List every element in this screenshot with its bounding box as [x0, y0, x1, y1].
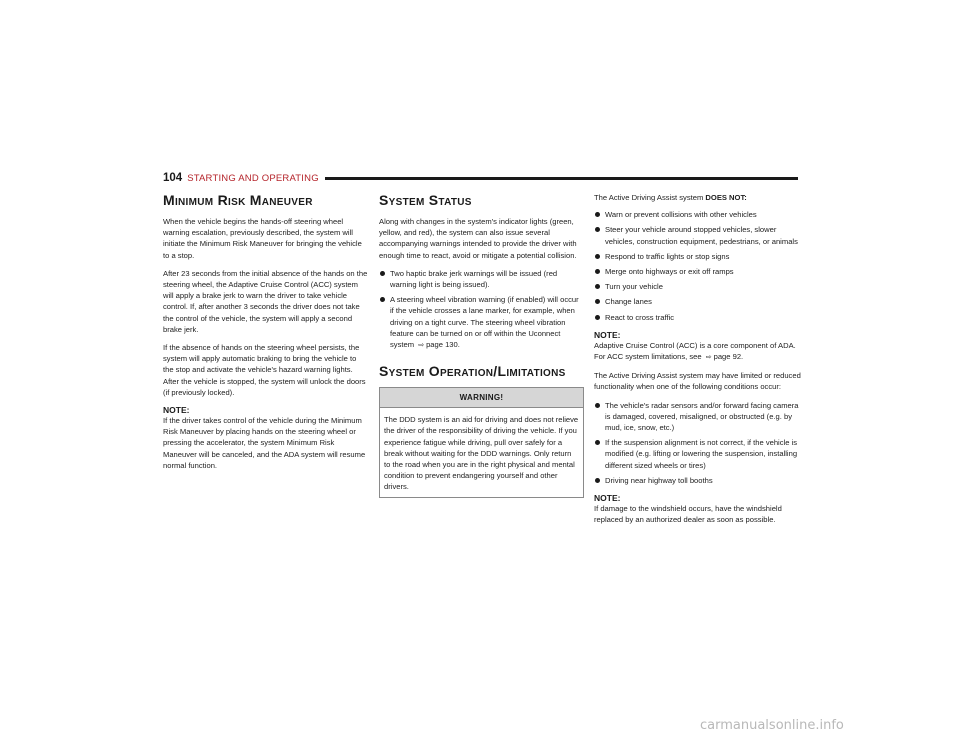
does-not-bullet-list: [594, 209, 802, 323]
note-label: NOTE:: [594, 329, 621, 340]
bullet-icon: [595, 227, 600, 232]
header-rule: [325, 177, 798, 180]
list-item: A steering wheel vibration warning (if enabled) will occur if the vehicle crosses a lane marker, for example, when driving on a tight curve. The steering wheel vibration feature can be turned on or off within the Uconnect system ⇨ page 130.: [379, 294, 584, 351]
list-item: Two haptic brake jerk warnings will be issued (red warning light is being issued).: [379, 268, 584, 290]
list-item: Steer your vehicle around stopped vehicles, slower vehicles, construction equipment, pedestrians, or animals: [594, 224, 802, 246]
page-ref-arrow-icon: ⇨: [705, 354, 712, 362]
paragraph: If the absence of hands on the steering wheel persists, the system will apply automatic braking to bring the vehicle to the stop and activate the vehicle's hazard warning lights. After the vehicle is stopped, the system will unlock the doors (if previously locked).: [163, 343, 366, 397]
list-item: Warn or prevent collisions with other vehicles: [594, 209, 802, 220]
warning-box: [379, 387, 584, 497]
heading-system-operation-limitations: System Operation/Limitations: [379, 363, 566, 380]
bullet-icon: [595, 269, 600, 274]
page-number: 104: [163, 172, 183, 184]
note-label: NOTE:: [594, 493, 621, 504]
list-item: The vehicle's radar sensors and/or forward facing camera is damaged, covered, misaligned, or obstructed (e.g. by mud, ice, snow, etc.): [594, 400, 802, 434]
status-bullet-list: [379, 268, 584, 351]
column-2: [379, 192, 584, 498]
page-ref-link[interactable]: page 130.: [426, 340, 460, 350]
bullet-icon: [595, 403, 600, 408]
list-item: Respond to traffic lights or stop signs: [594, 251, 802, 262]
bullet-icon: [595, 284, 600, 289]
bullet-icon: [595, 212, 600, 217]
warning-title: WARNING!: [380, 388, 583, 408]
bullet-icon: [595, 315, 600, 320]
page-header: [163, 170, 798, 186]
warning-text: The DDD system is an aid for driving and does not relieve the driver of the responsibility of driving the vehicle. If you experience fatigue while driving, pull over safely for a break without waiting for the DDD warnings. Only return to the road when you are in the right physical and mental condition to prevent endangering yourself and other drivers.: [384, 415, 579, 492]
section-title: STARTING AND OPERATING: [187, 172, 319, 184]
list-item: Change lanes: [594, 296, 802, 307]
page-ref-arrow-icon: ⇨: [418, 342, 425, 350]
list-item: If the suspension alignment is not correct, if the vehicle is modified (e.g. lifting or lowering the suspension, installing different sized wheels or tires): [594, 437, 802, 471]
bullet-icon: [595, 478, 600, 483]
paragraph: After 23 seconds from the initial absence of the hands on the steering wheel, the Adaptive Cruise Control (ACC) system will apply a brake jerk to warn the driver to take vehicle control. If, after another 3 seconds the driver does not take the control of the vehicle, the system will apply a second brake jerk.: [163, 268, 368, 334]
paragraph: The Active Driving Assist system may have limited or reduced functionality when one of the following conditions occur:: [594, 371, 801, 392]
list-item: React to cross traffic: [594, 312, 802, 323]
column-1: [163, 192, 368, 478]
note-text: Adaptive Cruise Control (ACC) is a core component of ADA. For ACC system limitations, see ⇨ page 92.: [594, 340, 796, 362]
list-item: Driving near highway toll booths: [594, 475, 802, 486]
paragraph: Along with changes in the system's indicator lights (green, yellow, and red), the system can also issue several accompanying warnings intended to provide the driver with enough time to react, avoid or mitigate a potential collision.: [379, 217, 577, 260]
note-text: If the driver takes control of the vehicle during the Minimum Risk Maneuver by placing hands on the steering wheel or pressing the accelerator, the system Minimum Risk Maneuver will be canceled, and the ADA system will resume normal function.: [163, 416, 366, 470]
bullet-icon: [380, 271, 385, 276]
watermark: carmanualsonline.info: [700, 718, 844, 733]
bullet-icon: [595, 440, 600, 445]
note-text: If damage to the windshield occurs, have the windshield replaced by an authorized dealer as soon as possible.: [594, 504, 782, 525]
list-item: Merge onto highways or exit off ramps: [594, 266, 802, 277]
note-label: NOTE:: [163, 405, 190, 416]
heading-system-status: System Status: [379, 192, 472, 208]
column-3: [594, 192, 802, 532]
bullet-icon: [380, 297, 385, 302]
paragraph-intro: The Active Driving Assist system DOES NOT:: [594, 193, 747, 202]
page-ref-link[interactable]: page 92.: [713, 352, 744, 362]
list-item: Turn your vehicle: [594, 281, 802, 292]
bullet-icon: [595, 254, 600, 259]
paragraph: When the vehicle begins the hands-off steering wheel warning escalation, previously described, the system will initiate the Minimum Risk Maneuver for bringing the vehicle to a stop.: [163, 217, 362, 260]
limitations-bullet-list: [594, 400, 802, 486]
heading-minimum-risk-maneuver: Minimum Risk Maneuver: [163, 192, 313, 208]
bullet-icon: [595, 299, 600, 304]
